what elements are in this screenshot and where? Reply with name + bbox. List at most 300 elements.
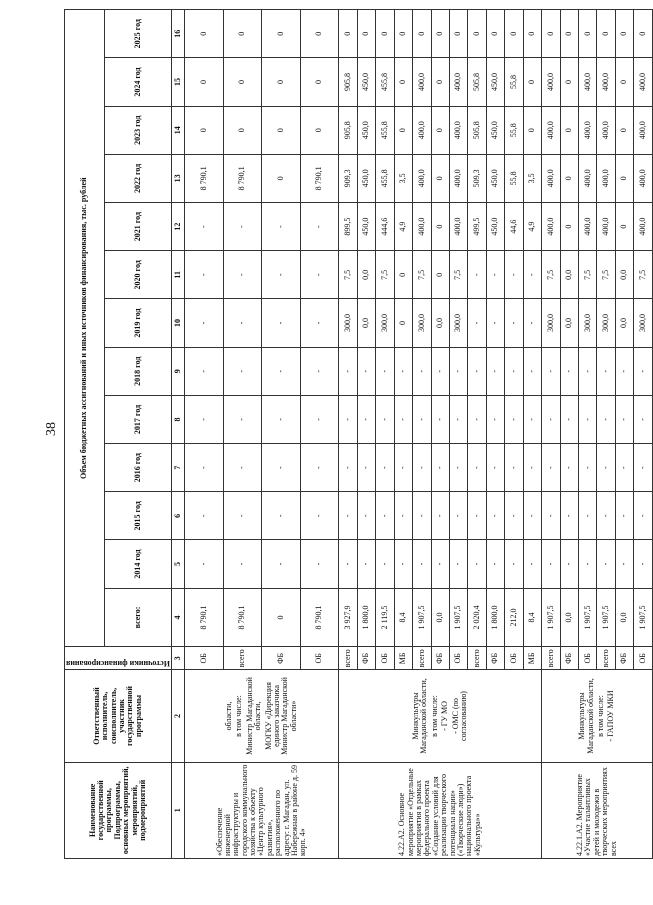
amount-cell: 1 907,5 bbox=[449, 588, 467, 647]
amount-cell: 0,0 bbox=[357, 251, 375, 299]
amount-cell: 0 bbox=[394, 10, 412, 58]
amount-cell: 400,0 bbox=[542, 203, 560, 251]
table-row bbox=[542, 10, 560, 859]
amount-cell: - bbox=[339, 540, 357, 588]
amount-cell: 0 bbox=[262, 10, 301, 58]
amount-cell: 3 927,9 bbox=[339, 588, 357, 647]
header-source-cell bbox=[65, 647, 172, 670]
header-year: 2025 год bbox=[105, 10, 172, 58]
funding-source: ФБ bbox=[615, 647, 633, 670]
amount-cell: 1 907,5 bbox=[579, 588, 597, 647]
funding-source: всего bbox=[542, 647, 560, 670]
amount-cell: 44,6 bbox=[505, 203, 523, 251]
amount-cell: - bbox=[634, 540, 653, 588]
amount-cell: 0 bbox=[394, 251, 412, 299]
amount-cell: 400,0 bbox=[413, 58, 431, 106]
amount-cell: - bbox=[468, 540, 486, 588]
amount-cell: 0 bbox=[262, 588, 301, 647]
amount-cell: 0 bbox=[634, 10, 653, 58]
amount-cell: 7,5 bbox=[339, 251, 357, 299]
amount-cell: 0 bbox=[262, 154, 301, 202]
header-year: 2017 год bbox=[105, 395, 172, 443]
amount-cell: 455,8 bbox=[376, 154, 394, 202]
amount-cell: 0 bbox=[560, 10, 578, 58]
amount-cell: 0 bbox=[560, 58, 578, 106]
amount-cell: - bbox=[505, 299, 523, 347]
header-year: 2015 год bbox=[105, 492, 172, 540]
header-year: 2022 год bbox=[105, 154, 172, 202]
amount-cell: - bbox=[357, 444, 375, 492]
header-year: 2019 год bbox=[105, 299, 172, 347]
amount-cell: - bbox=[449, 492, 467, 540]
amount-cell: - bbox=[449, 444, 467, 492]
column-number: 4 bbox=[171, 588, 184, 647]
amount-cell: - bbox=[339, 444, 357, 492]
funding-source: ФБ bbox=[431, 647, 449, 670]
amount-cell: - bbox=[523, 492, 541, 540]
responsible-line: в том числе: bbox=[429, 695, 439, 737]
column-number: 15 bbox=[171, 58, 184, 106]
amount-cell: 0 bbox=[615, 10, 633, 58]
financing-table bbox=[64, 9, 653, 859]
amount-cell: 300,0 bbox=[634, 299, 653, 347]
amount-cell: - bbox=[339, 492, 357, 540]
amount-cell: 400,0 bbox=[597, 106, 615, 154]
column-number: 1 bbox=[171, 762, 184, 858]
amount-cell: - bbox=[579, 444, 597, 492]
responsible-line: в том числе: bbox=[234, 695, 244, 737]
amount-cell: - bbox=[184, 203, 223, 251]
amount-cell: 1 907,5 bbox=[413, 588, 431, 647]
amount-cell: - bbox=[523, 444, 541, 492]
amount-cell: - bbox=[376, 540, 394, 588]
amount-cell: - bbox=[394, 540, 412, 588]
funding-source: МБ bbox=[394, 647, 412, 670]
column-number: 13 bbox=[171, 154, 184, 202]
funding-source: ФБ bbox=[262, 647, 301, 670]
column-number: 14 bbox=[171, 106, 184, 154]
column-number: 3 bbox=[171, 647, 184, 670]
amount-cell: 0 bbox=[184, 10, 223, 58]
responsible-line: - ГАПОУ МКИ bbox=[606, 690, 616, 742]
amount-cell: 905,8 bbox=[339, 58, 357, 106]
column-number: 7 bbox=[171, 444, 184, 492]
amount-cell: 400,0 bbox=[579, 203, 597, 251]
amount-cell: 0 bbox=[394, 58, 412, 106]
amount-cell: - bbox=[579, 492, 597, 540]
amount-cell: 7,5 bbox=[597, 251, 615, 299]
amount-cell: - bbox=[486, 299, 504, 347]
amount-cell: - bbox=[542, 347, 560, 395]
amount-cell: - bbox=[300, 540, 339, 588]
rotated-table-wrapper bbox=[64, 9, 647, 859]
funding-source: всего bbox=[223, 647, 262, 670]
amount-cell: - bbox=[468, 347, 486, 395]
amount-cell: 450,0 bbox=[357, 58, 375, 106]
responsible-line: - ГУ МО bbox=[440, 701, 450, 731]
amount-cell: 1 800,0 bbox=[486, 588, 504, 647]
amount-cell: - bbox=[431, 492, 449, 540]
amount-cell: - bbox=[262, 492, 301, 540]
amount-cell: - bbox=[300, 444, 339, 492]
amount-cell: - bbox=[505, 492, 523, 540]
amount-cell: - bbox=[634, 395, 653, 443]
amount-cell: - bbox=[184, 347, 223, 395]
amount-cell: 8 790,1 bbox=[223, 154, 262, 202]
amount-cell: 0,0 bbox=[560, 299, 578, 347]
amount-cell: 0 bbox=[431, 251, 449, 299]
amount-cell: 0 bbox=[431, 10, 449, 58]
amount-cell: 0,0 bbox=[357, 299, 375, 347]
responsible-line: Минкультуры Магаданской области, bbox=[411, 678, 429, 754]
header-year: 2018 год bbox=[105, 347, 172, 395]
funding-source: всего bbox=[597, 647, 615, 670]
amount-cell: 0 bbox=[300, 10, 339, 58]
amount-cell: 499,5 bbox=[468, 203, 486, 251]
amount-cell: 0 bbox=[431, 106, 449, 154]
amount-cell: - bbox=[184, 540, 223, 588]
amount-cell: 400,0 bbox=[413, 106, 431, 154]
amount-cell: 400,0 bbox=[634, 203, 653, 251]
amount-cell: 0 bbox=[394, 299, 412, 347]
header-year: 2024 год bbox=[105, 58, 172, 106]
table-row bbox=[184, 10, 223, 859]
amount-cell: - bbox=[468, 444, 486, 492]
amount-cell: - bbox=[184, 251, 223, 299]
amount-cell: 2 020,4 bbox=[468, 588, 486, 647]
amount-cell: 7,5 bbox=[542, 251, 560, 299]
amount-cell: - bbox=[615, 492, 633, 540]
amount-cell: 0 bbox=[431, 154, 449, 202]
amount-cell: 0 bbox=[615, 58, 633, 106]
amount-cell: - bbox=[262, 347, 301, 395]
amount-cell: 0 bbox=[486, 10, 504, 58]
amount-cell: 450,0 bbox=[357, 106, 375, 154]
amount-cell: 0 bbox=[542, 10, 560, 58]
amount-cell: - bbox=[486, 395, 504, 443]
amount-cell: - bbox=[413, 492, 431, 540]
amount-cell: - bbox=[523, 299, 541, 347]
amount-cell: 400,0 bbox=[449, 203, 467, 251]
amount-cell: 212,0 bbox=[505, 588, 523, 647]
funding-source: всего bbox=[413, 647, 431, 670]
column-number: 8 bbox=[171, 395, 184, 443]
funding-source: ОБ bbox=[634, 647, 653, 670]
amount-cell: - bbox=[560, 444, 578, 492]
amount-cell: 905,8 bbox=[339, 106, 357, 154]
amount-cell: 3,5 bbox=[394, 154, 412, 202]
amount-cell: - bbox=[579, 395, 597, 443]
funding-source: ОБ bbox=[376, 647, 394, 670]
amount-cell: - bbox=[542, 395, 560, 443]
amount-cell: 400,0 bbox=[597, 154, 615, 202]
amount-cell: 400,0 bbox=[542, 154, 560, 202]
amount-cell: 0 bbox=[615, 106, 633, 154]
amount-cell: - bbox=[505, 540, 523, 588]
amount-cell: 509,3 bbox=[468, 154, 486, 202]
funding-source: ОБ bbox=[184, 647, 223, 670]
amount-cell: 0,0 bbox=[431, 588, 449, 647]
responsible-line: Министр Магаданской области, bbox=[244, 677, 263, 755]
amount-cell: 400,0 bbox=[449, 58, 467, 106]
amount-cell: 450,0 bbox=[486, 203, 504, 251]
amount-cell: - bbox=[262, 540, 301, 588]
amount-cell: 3,5 bbox=[523, 154, 541, 202]
amount-cell: 0 bbox=[560, 154, 578, 202]
amount-cell: - bbox=[615, 540, 633, 588]
amount-cell: 7,5 bbox=[413, 251, 431, 299]
amount-cell: - bbox=[394, 395, 412, 443]
amount-cell: 4,9 bbox=[523, 203, 541, 251]
amount-cell: - bbox=[579, 347, 597, 395]
amount-cell: - bbox=[376, 395, 394, 443]
amount-cell: 400,0 bbox=[597, 58, 615, 106]
amount-cell: 400,0 bbox=[634, 106, 653, 154]
amount-cell: 8 790,1 bbox=[184, 154, 223, 202]
amount-cell: - bbox=[300, 299, 339, 347]
responsible-line: Минкультуры Магаданской области, bbox=[577, 678, 595, 754]
amount-cell: 1 907,5 bbox=[597, 588, 615, 647]
amount-cell: 0 bbox=[184, 106, 223, 154]
amount-cell: - bbox=[560, 395, 578, 443]
responsible-executor bbox=[542, 670, 653, 762]
amount-cell: - bbox=[579, 540, 597, 588]
amount-cell: 0 bbox=[300, 58, 339, 106]
amount-cell: - bbox=[413, 347, 431, 395]
amount-cell: - bbox=[468, 251, 486, 299]
amount-cell: 400,0 bbox=[597, 203, 615, 251]
amount-cell: - bbox=[449, 347, 467, 395]
amount-cell: 300,0 bbox=[579, 299, 597, 347]
amount-cell: - bbox=[413, 395, 431, 443]
amount-cell: - bbox=[523, 540, 541, 588]
amount-cell: - bbox=[413, 444, 431, 492]
header-year: 2021 год bbox=[105, 203, 172, 251]
amount-cell: - bbox=[560, 540, 578, 588]
column-number: 12 bbox=[171, 203, 184, 251]
amount-cell: - bbox=[394, 347, 412, 395]
amount-cell: - bbox=[262, 251, 301, 299]
amount-cell: - bbox=[339, 347, 357, 395]
funding-source: всего bbox=[468, 647, 486, 670]
amount-cell: 0,0 bbox=[615, 299, 633, 347]
amount-cell: 400,0 bbox=[579, 154, 597, 202]
amount-cell: - bbox=[449, 395, 467, 443]
header-year: 2016 год bbox=[105, 444, 172, 492]
amount-cell: 0 bbox=[597, 10, 615, 58]
amount-cell: - bbox=[184, 395, 223, 443]
amount-cell: 899,5 bbox=[339, 203, 357, 251]
funding-source: ФБ bbox=[560, 647, 578, 670]
amount-cell: 300,0 bbox=[339, 299, 357, 347]
funding-source: ОБ bbox=[449, 647, 467, 670]
amount-cell: - bbox=[486, 540, 504, 588]
amount-cell: 400,0 bbox=[542, 106, 560, 154]
amount-cell: - bbox=[300, 395, 339, 443]
amount-cell: 7,5 bbox=[579, 251, 597, 299]
amount-cell: - bbox=[486, 444, 504, 492]
amount-cell: 0 bbox=[339, 10, 357, 58]
program-name: 4.22.А2. Основное мероприятие «Отдельные мероприятия в рамках федерального проекта «Создание условий для реализации творческого потенциала нации» («Творческие люди») национального проекта «Культура»» bbox=[339, 762, 542, 858]
amount-cell: - bbox=[223, 492, 262, 540]
amount-cell: 0,0 bbox=[431, 299, 449, 347]
amount-cell: 400,0 bbox=[413, 203, 431, 251]
amount-cell: - bbox=[184, 299, 223, 347]
header-source: Источники финансирования bbox=[66, 659, 170, 669]
column-number: 9 bbox=[171, 347, 184, 395]
amount-cell: - bbox=[262, 444, 301, 492]
amount-cell: - bbox=[262, 203, 301, 251]
amount-cell: - bbox=[615, 444, 633, 492]
amount-cell: 2 119,5 bbox=[376, 588, 394, 647]
amount-cell: 0 bbox=[223, 58, 262, 106]
responsible-line: области, bbox=[224, 701, 234, 731]
amount-cell: - bbox=[376, 492, 394, 540]
amount-cell: - bbox=[615, 347, 633, 395]
amount-cell: 0 bbox=[262, 106, 301, 154]
program-name: «Обеспечение инженерной инфраструктуры и городского коммунального хозяйства к объекту «Центр культурного развития», расположенного по адресу: г. Магадан, ул. Набережная в районе д. 59 корп. 4» bbox=[184, 762, 338, 858]
amount-cell: - bbox=[223, 540, 262, 588]
amount-cell: - bbox=[223, 251, 262, 299]
amount-cell: - bbox=[634, 444, 653, 492]
header-responsible: Ответственный исполнитель, соисполнитель, участник государственной программы bbox=[65, 670, 172, 762]
amount-cell: 0 bbox=[560, 203, 578, 251]
amount-cell: 0,0 bbox=[560, 251, 578, 299]
amount-cell: 8 790,1 bbox=[223, 588, 262, 647]
funding-source: ОБ bbox=[300, 647, 339, 670]
amount-cell: 909,3 bbox=[339, 154, 357, 202]
amount-cell: 505,8 bbox=[468, 58, 486, 106]
amount-cell: - bbox=[223, 444, 262, 492]
amount-cell: 400,0 bbox=[449, 106, 467, 154]
amount-cell: - bbox=[523, 251, 541, 299]
amount-cell: 8,4 bbox=[523, 588, 541, 647]
amount-cell: 0,0 bbox=[560, 588, 578, 647]
amount-cell: - bbox=[300, 251, 339, 299]
amount-cell: 0 bbox=[223, 10, 262, 58]
funding-source: ОБ bbox=[579, 647, 597, 670]
amount-cell: - bbox=[505, 347, 523, 395]
amount-cell: 455,8 bbox=[376, 106, 394, 154]
amount-cell: 0 bbox=[523, 10, 541, 58]
amount-cell: - bbox=[468, 395, 486, 443]
amount-cell: 0 bbox=[357, 10, 375, 58]
amount-cell: - bbox=[634, 347, 653, 395]
amount-cell: - bbox=[223, 395, 262, 443]
amount-cell: - bbox=[431, 395, 449, 443]
funding-source: МБ bbox=[523, 647, 541, 670]
amount-cell: 0 bbox=[560, 106, 578, 154]
amount-cell: 8 790,1 bbox=[300, 154, 339, 202]
amount-cell: 0 bbox=[468, 10, 486, 58]
amount-cell: - bbox=[505, 444, 523, 492]
amount-cell: 300,0 bbox=[449, 299, 467, 347]
amount-cell: - bbox=[597, 444, 615, 492]
header-name: Наименование государственной программы, Подпрограммы, основных мероприятий, мероприятий, подмероприятий bbox=[65, 762, 172, 858]
amount-cell: - bbox=[223, 203, 262, 251]
amount-cell: 444,6 bbox=[376, 203, 394, 251]
amount-cell: - bbox=[184, 444, 223, 492]
amount-cell: 400,0 bbox=[579, 106, 597, 154]
amount-cell: 0 bbox=[394, 106, 412, 154]
amount-cell: 55,8 bbox=[505, 58, 523, 106]
amount-cell: - bbox=[413, 540, 431, 588]
amount-cell: - bbox=[468, 492, 486, 540]
column-number: 6 bbox=[171, 492, 184, 540]
responsible-executor bbox=[339, 670, 542, 762]
amount-cell: - bbox=[262, 395, 301, 443]
amount-cell: 7,5 bbox=[449, 251, 467, 299]
column-number: 5 bbox=[171, 540, 184, 588]
funding-source: ОБ bbox=[505, 647, 523, 670]
amount-cell: 0 bbox=[615, 154, 633, 202]
amount-cell: 7,5 bbox=[376, 251, 394, 299]
page-number: 38 bbox=[44, 422, 59, 436]
amount-cell: - bbox=[431, 347, 449, 395]
amount-cell: 455,8 bbox=[376, 58, 394, 106]
amount-cell: 450,0 bbox=[357, 203, 375, 251]
amount-cell: - bbox=[615, 395, 633, 443]
amount-cell: - bbox=[262, 299, 301, 347]
amount-cell: 0 bbox=[376, 10, 394, 58]
header-year: 2014 год bbox=[105, 540, 172, 588]
amount-cell: 7,5 bbox=[634, 251, 653, 299]
header-year: 2020 год bbox=[105, 251, 172, 299]
program-name: 4.22.1.А2. Мероприятие «Участие талантливых детей и молодежи в творческих мероприятиях всех bbox=[542, 762, 653, 858]
amount-cell: 55,8 bbox=[505, 154, 523, 202]
amount-cell: 0 bbox=[184, 58, 223, 106]
amount-cell: - bbox=[597, 347, 615, 395]
amount-cell: 0,0 bbox=[615, 588, 633, 647]
amount-cell: 0 bbox=[615, 203, 633, 251]
amount-cell: - bbox=[223, 299, 262, 347]
amount-cell: - bbox=[468, 299, 486, 347]
amount-cell: 0 bbox=[579, 10, 597, 58]
amount-cell: 450,0 bbox=[486, 58, 504, 106]
amount-cell: - bbox=[376, 347, 394, 395]
amount-cell: - bbox=[184, 492, 223, 540]
amount-cell: 1 800,0 bbox=[357, 588, 375, 647]
amount-cell: 8 790,1 bbox=[184, 588, 223, 647]
amount-cell: - bbox=[449, 540, 467, 588]
column-number: 16 bbox=[171, 10, 184, 58]
amount-cell: - bbox=[357, 395, 375, 443]
column-number: 10 bbox=[171, 299, 184, 347]
amount-cell: - bbox=[542, 444, 560, 492]
header-volume: Объем бюджетных ассигнований и иных источников финансирования, тыс. рублей bbox=[65, 10, 105, 647]
amount-cell: - bbox=[634, 492, 653, 540]
amount-cell: 400,0 bbox=[413, 154, 431, 202]
amount-cell: - bbox=[523, 395, 541, 443]
column-number: 11 bbox=[171, 251, 184, 299]
amount-cell: 0 bbox=[431, 203, 449, 251]
amount-cell: 400,0 bbox=[579, 58, 597, 106]
funding-source: ФБ bbox=[486, 647, 504, 670]
amount-cell: 1 907,5 bbox=[542, 588, 560, 647]
amount-cell: 1 907,5 bbox=[634, 588, 653, 647]
amount-cell: 400,0 bbox=[542, 58, 560, 106]
amount-cell: - bbox=[597, 492, 615, 540]
amount-cell: - bbox=[394, 492, 412, 540]
amount-cell: 0 bbox=[300, 106, 339, 154]
amount-cell: 0 bbox=[413, 10, 431, 58]
amount-cell: - bbox=[560, 347, 578, 395]
amount-cell: - bbox=[357, 492, 375, 540]
amount-cell: 0 bbox=[262, 58, 301, 106]
amount-cell: - bbox=[431, 540, 449, 588]
amount-cell: - bbox=[597, 540, 615, 588]
amount-cell: - bbox=[300, 492, 339, 540]
